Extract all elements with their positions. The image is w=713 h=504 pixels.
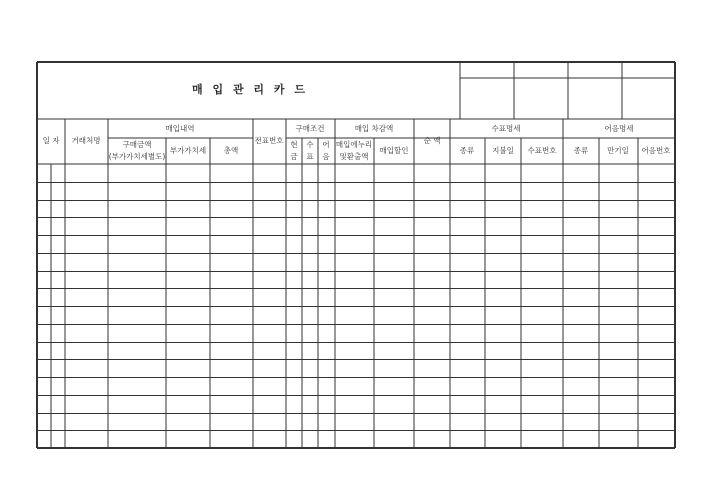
header-bill-type: 종류 — [573, 146, 589, 155]
form-title: 매 입 관 리 카 드 — [192, 83, 308, 96]
header-returns-note: 및환출액 — [339, 152, 369, 161]
header-purchase-deduction: 매입 차감액 — [354, 124, 394, 133]
header-date: 일 자 — [42, 136, 60, 145]
header-bill-details: 어음명세 — [604, 124, 634, 133]
header-check-type: 종류 — [459, 146, 475, 155]
header-returns: 매입에누리 — [335, 140, 373, 149]
header-purchase-amount: 구매금액 — [122, 140, 152, 149]
header-check-pay-date: 지불일 — [492, 146, 514, 155]
header-purchase-terms: 구매조건 — [295, 124, 325, 133]
header-terms-check-1: 수 — [306, 140, 314, 149]
header-discount: 매입할인 — [379, 146, 409, 155]
header-net-amount: 순 액 — [423, 136, 441, 145]
header-purchase-amount-note: (부가가치세별도) — [108, 152, 166, 161]
header-purchase-details: 매입내역 — [165, 124, 195, 133]
header-terms-check-2: 표 — [306, 152, 314, 161]
header-check-number: 수표번호 — [527, 146, 557, 155]
header-terms-bill-1: 어 — [322, 140, 330, 149]
header-total: 총액 — [223, 146, 239, 155]
header-check-details: 수표명세 — [491, 124, 521, 133]
header-terms-cash-2: 금 — [290, 152, 298, 161]
header-terms-cash-1: 현 — [290, 140, 298, 149]
header-bill-due-date: 만기일 — [607, 146, 629, 155]
header-bill-number: 어음번호 — [641, 146, 671, 155]
header-vat: 부가가치세 — [169, 146, 207, 155]
entry-grid — [37, 164, 675, 448]
header-vendor: 거래처명 — [71, 136, 101, 145]
header-terms-bill-2: 음 — [322, 152, 330, 161]
header-voucher-number: 전표번호 — [254, 136, 284, 145]
